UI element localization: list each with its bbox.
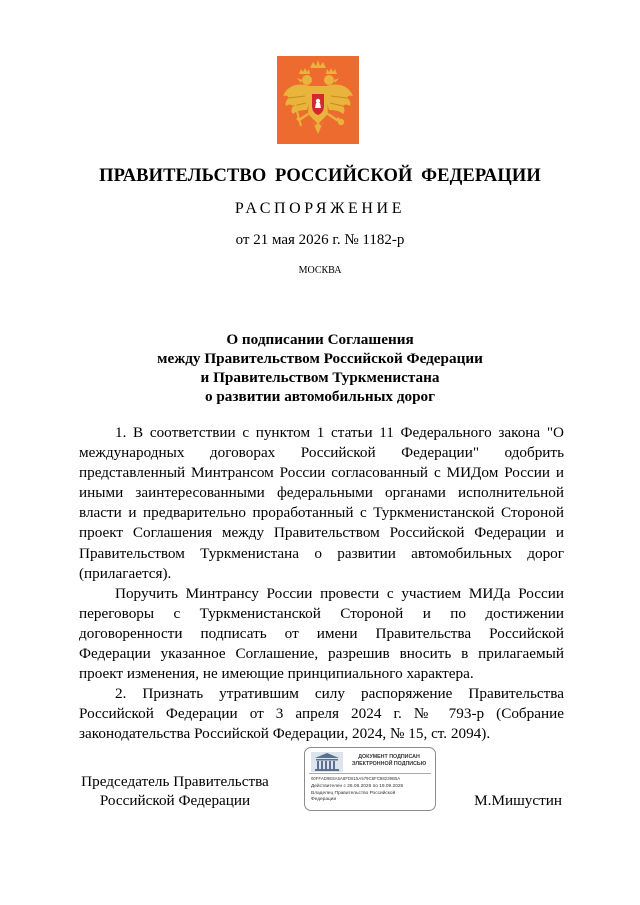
document-heading <box>0 330 640 406</box>
government-title: ПРАВИТЕЛЬСТВО РОССИЙСКОЙ ФЕДЕРАЦИИ <box>99 166 541 186</box>
document-city: МОСКВА <box>298 265 342 276</box>
heading-line: О подписании Соглашения <box>226 331 414 348</box>
document-date-number: от 21 мая 2026 г. № 1182-р <box>235 232 405 248</box>
russian-coat-of-arms-icon <box>277 56 359 144</box>
signer-position-line: Председатель Правительства <box>81 773 269 790</box>
government-building-icon <box>310 751 344 773</box>
stamp-divider <box>309 773 431 774</box>
stamp-title <box>345 754 433 767</box>
stamp-validity: Действителен с 26.06.2026 по 19.09.2026 <box>311 784 404 789</box>
electronic-signature-stamp <box>304 747 436 811</box>
body-paragraph: 2. Признать утратившим силу распоряжение Правительства Российской Федерации от 3 апреля 2024 г. № 793-р (Собрание законодательства Российской Федерации, 2024, № 15, ст. 2094). <box>79 685 564 743</box>
signer-position <box>80 772 270 810</box>
heading-line: о развитии автомобильных дорог <box>204 388 436 405</box>
body-paragraph: Поручить Минтрансу России провести с участием МИДа России переговоры с Туркменистанской Стороной и по достижении договоренности подписать от имени Правительства Российской Федерации указанное Соглашение, разрешив вносить в прилагаемый проект изменения, не имеющие принципиального характера. <box>79 584 564 683</box>
stamp-title-line: ЭЛЕКТРОННОЙ ПОДПИСЬЮ <box>351 760 427 767</box>
body-paragraph: 1. В соответствии с пунктом 1 статьи 11 Федерального закона "О международных договорах Российской Федерации" одобрить представленный Минтрансом России согласованный с МИДом России и иными заинтересованными федеральными органами исполнительной власти и предварительно проработанный с Туркменистанской Стороной проект Соглашения между Правительством Российской Федерации и Правительством Туркменистана о развитии автомобильных дорог (прилагается). <box>79 424 564 582</box>
stamp-owner: Федерации <box>311 797 337 802</box>
heading-line: между Правительством Российской Федерации <box>157 350 483 367</box>
document-type: РАСПОРЯЖЕНИЕ <box>234 200 406 217</box>
document-body <box>79 423 564 745</box>
signer-position-line: Российской Федерации <box>99 792 251 809</box>
signer-name: М.Мишустин <box>474 792 562 809</box>
stamp-owner: Владелец Правительство Российской <box>311 791 396 796</box>
heading-line: и Правительством Туркменистана <box>200 369 440 386</box>
stamp-serial: 00FFAD9E8A5A8FD815A579C5FC98239B5A <box>311 776 401 781</box>
stamp-title-line: ДОКУМЕНТ ПОДПИСАН <box>358 754 420 760</box>
